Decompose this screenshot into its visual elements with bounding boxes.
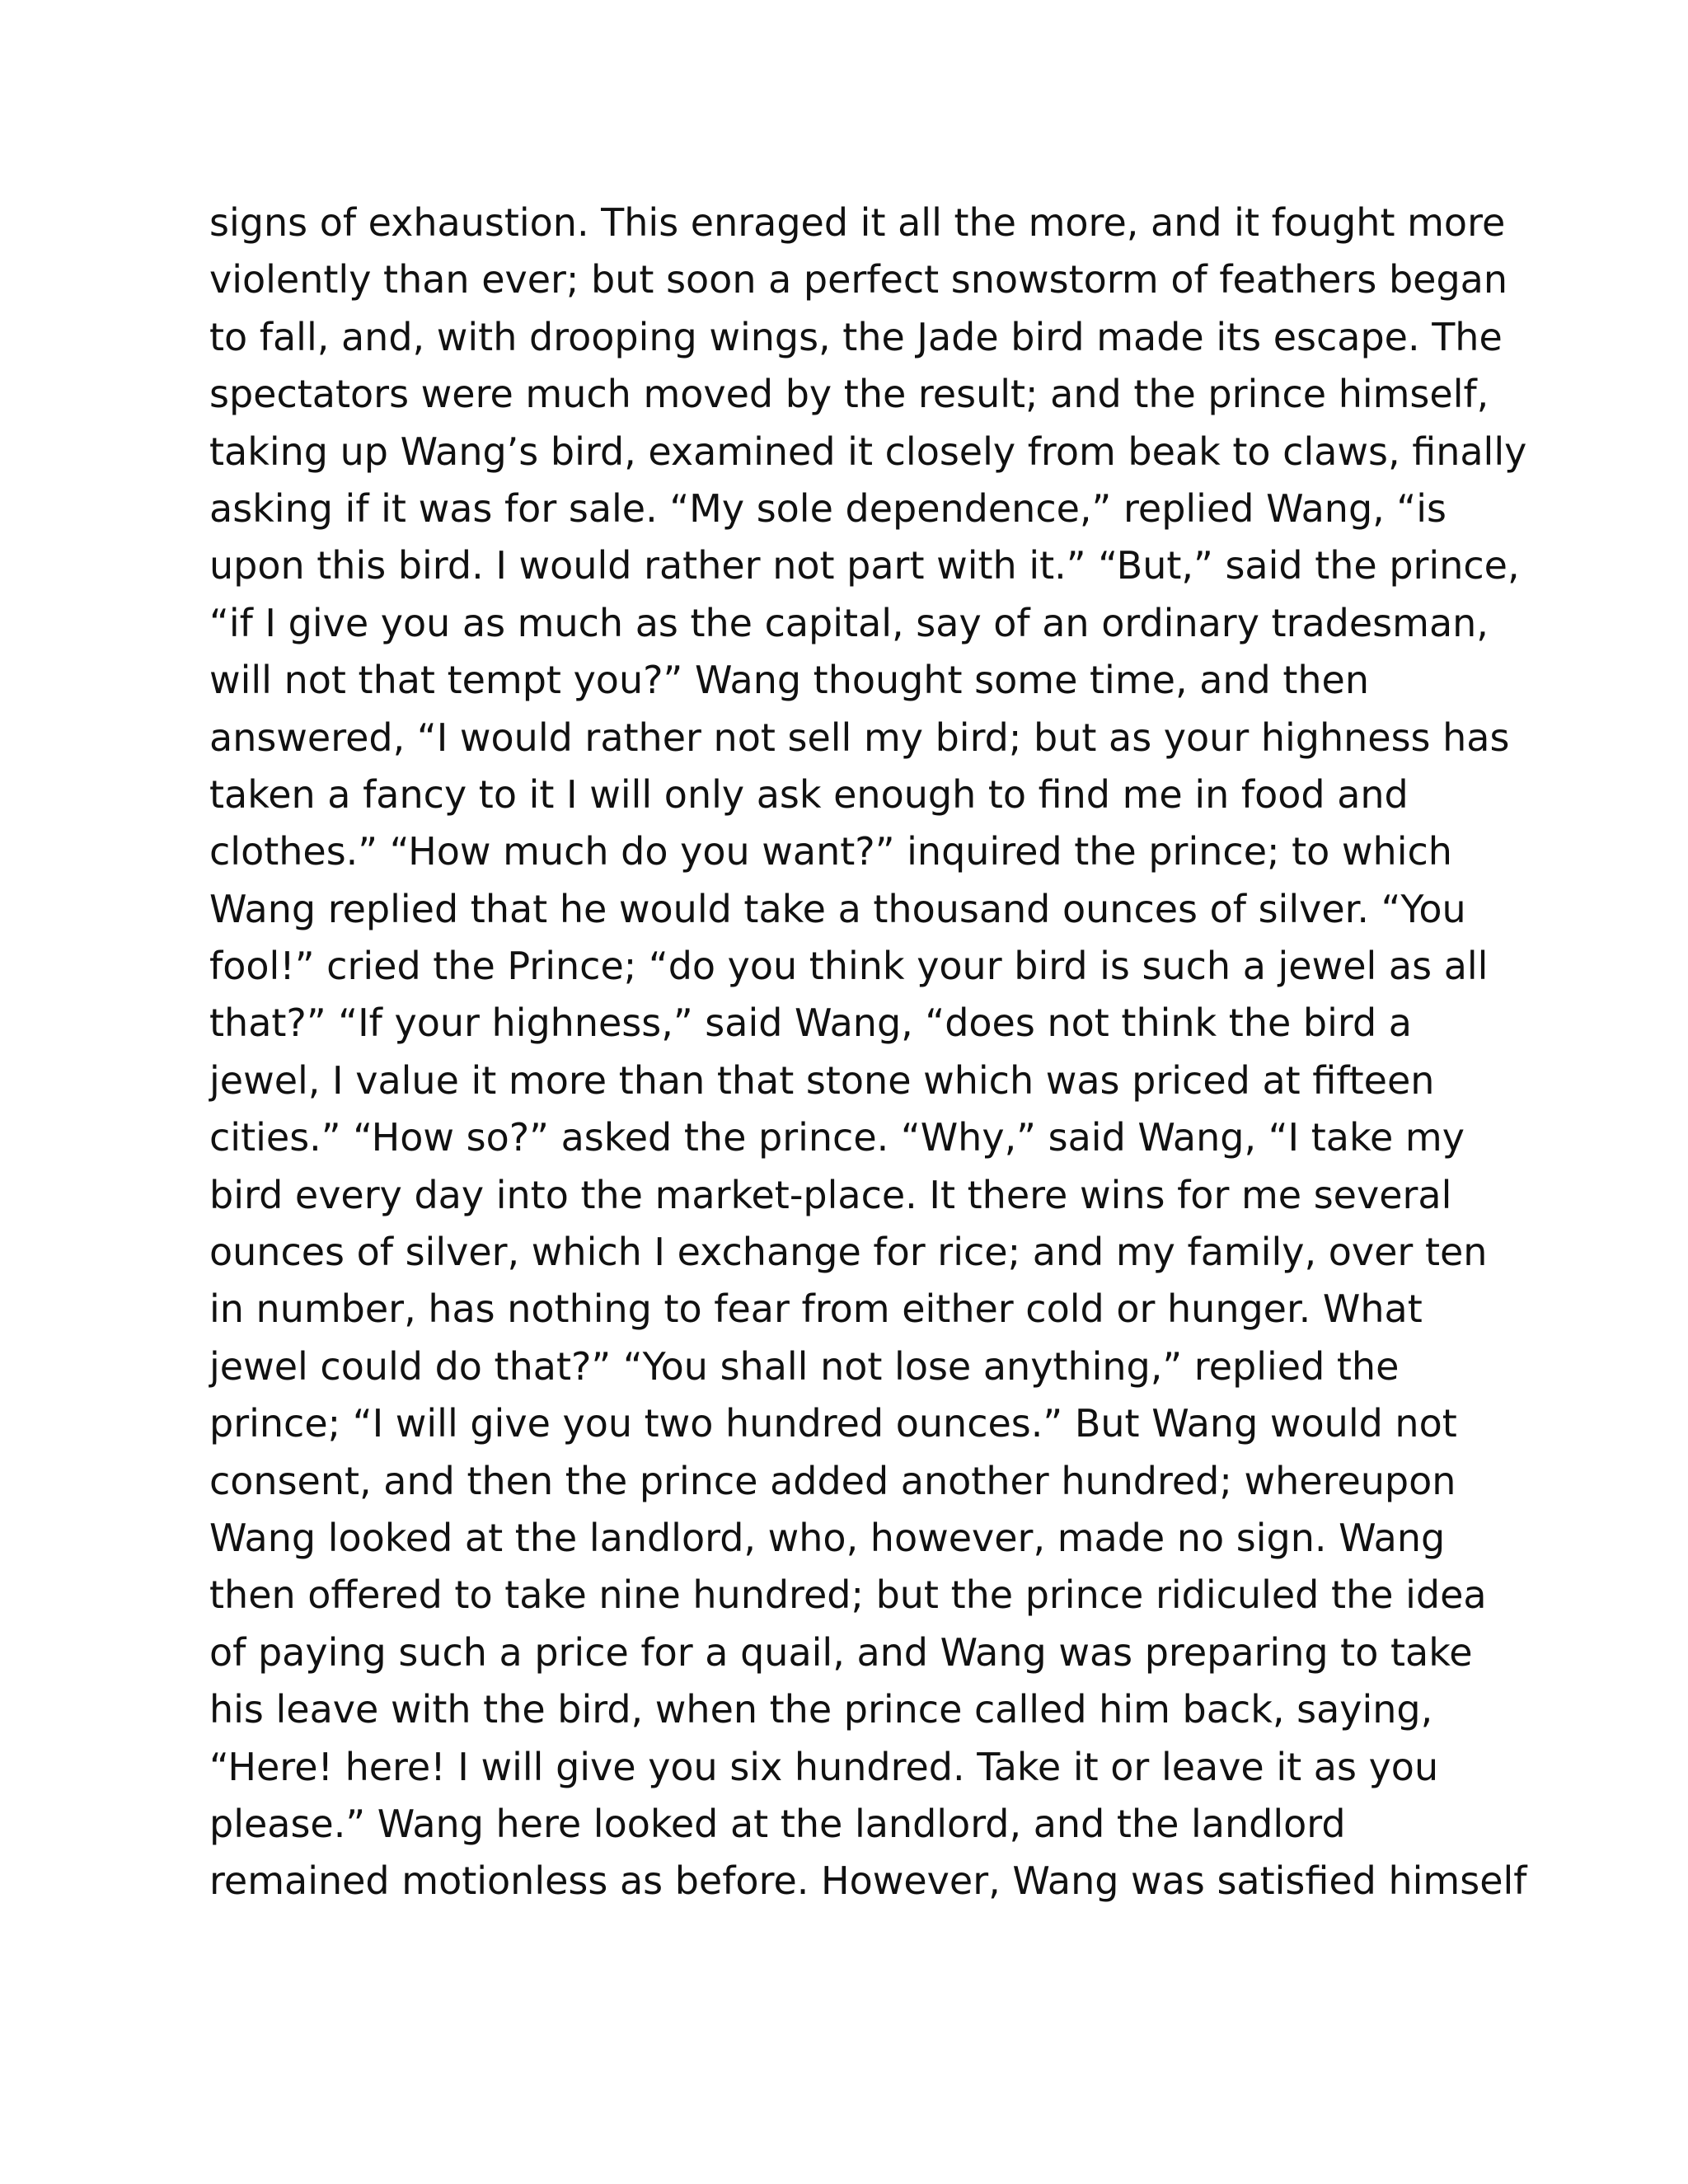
text-line: jewel, I value it more than that stone which was priced at fifteen	[209, 1057, 1435, 1103]
body-text	[209, 194, 1527, 1910]
text-line: ounces of silver, which I exchange for rice; and my family, over ten	[209, 1230, 1488, 1275]
text-line: signs of exhaustion. This enraged it all the more, and it fought more	[209, 200, 1506, 245]
text-line: then offered to take nine hundred; but the prince ridiculed the idea	[209, 1572, 1487, 1618]
text-line: to fall, and, with drooping wings, the Jade bird made its escape. The	[209, 314, 1503, 359]
text-line: violently than ever; but soon a perfect snowstorm of feathers began	[209, 257, 1508, 302]
text-line: asking if it was for sale. “My sole dependence,” replied Wang, “is	[209, 485, 1447, 531]
text-line: bird every day into the market-place. It there wins for me several	[209, 1172, 1452, 1217]
text-line: upon this bird. I would rather not part with it.” “But,” said the prince,	[209, 543, 1520, 588]
text-line: Wang replied that he would take a thousand ounces of silver. “You	[209, 886, 1466, 931]
text-line: spectators were much moved by the result; and the prince himself,	[209, 372, 1489, 417]
text-line: in number, has nothing to fear from either cold or hunger. What	[209, 1286, 1423, 1332]
text-line: please.” Wang here looked at the landlord, and the landlord	[209, 1801, 1346, 1846]
text-line: answered, “I would rather not sell my bird; but as your highness has	[209, 715, 1510, 760]
text-line: consent, and then the prince added another hundred; whereupon	[209, 1458, 1456, 1503]
text-line: prince; “I will give you two hundred ounces.” But Wang would not	[209, 1401, 1457, 1446]
text-line: will not that tempt you?” Wang thought some time, and then	[209, 658, 1369, 703]
text-line: Wang looked at the landlord, who, however, made no sign. Wang	[209, 1515, 1446, 1560]
text-line: of paying such a price for a quail, and Wang was preparing to take	[209, 1629, 1473, 1675]
text-line: “Here! here! I will give you six hundred. Take it or leave it as you	[209, 1744, 1439, 1789]
text-line: that?” “If your highness,” said Wang, “does not think the bird a	[209, 1001, 1412, 1046]
text-line: cities.” “How so?” asked the prince. “Why,” said Wang, “I take my	[209, 1115, 1465, 1160]
text-line: his leave with the bird, when the prince called him back, saying,	[209, 1687, 1433, 1732]
text-line: remained motionless as before. However, Wang was satisfied himself	[209, 1858, 1527, 1904]
text-line: taken a fancy to it I will only ask enough to find me in food and	[209, 771, 1409, 817]
text-line: fool!” cried the Prince; “do you think your bird is such a jewel as all	[209, 944, 1489, 989]
text-line: taking up Wang’s bird, examined it closely from beak to claws, finally	[209, 429, 1527, 474]
text-line: clothes.” “How much do you want?” inquired the prince; to which	[209, 829, 1452, 874]
text-line: “if I give you as much as the capital, say of an ordinary tradesman,	[209, 600, 1489, 645]
text-line: jewel could do that?” “You shall not lose anything,” replied the	[209, 1343, 1400, 1389]
